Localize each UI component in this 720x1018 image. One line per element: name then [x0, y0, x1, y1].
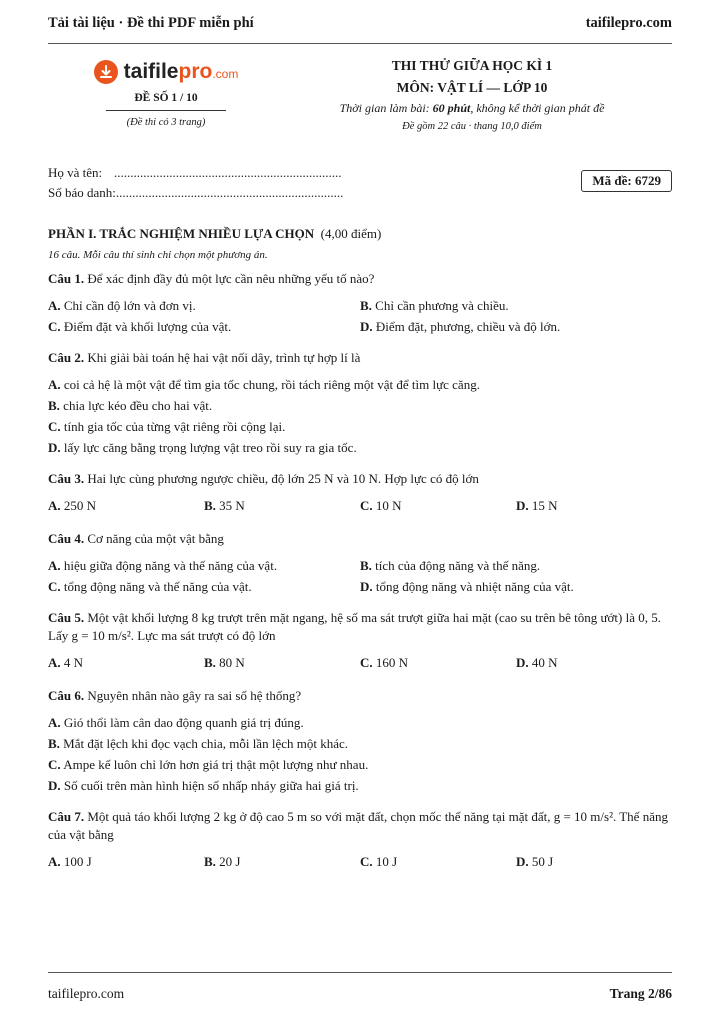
option: D. 40 N [516, 655, 558, 670]
exam-title: THI THỬ GIỮA HỌC KÌ 1 [391, 58, 553, 73]
option: A. Gió thổi làm cân dao động quanh giá trị đúng. [48, 715, 304, 730]
options-list [48, 712, 672, 796]
option: C. tổng động năng và thế năng của vật. [48, 579, 252, 594]
name-blank: ...................................................................... [114, 165, 342, 180]
option: C. 160 N [360, 655, 409, 670]
option: A. coi cả hệ là một vật để tìm gia tốc chung, rồi tách riêng một vật để tìm lực căng. [48, 377, 480, 392]
option: D. 50 J [516, 854, 554, 869]
part-note: 16 câu. Mỗi câu thí sinh chỉ chọn một phương án. [48, 249, 268, 261]
top-divider [48, 43, 672, 44]
page-number: Trang 2/86 [609, 986, 672, 1001]
question: Câu 5. Một vật khối lượng 8 kg trượt trên mặt ngang, hệ số ma sát trượt giữa hai mặt (cao su trên bê tông ướt) là 0, 5. Lấy g = 10 m/s². Lực ma sát trượt có độ lớn [48, 610, 661, 643]
options-row [48, 497, 672, 515]
exam-number-divider [106, 110, 226, 111]
option: D. Số cuối trên màn hình hiện số nhấp nháy giữa hai giá trị. [48, 778, 359, 793]
bottom-divider [48, 972, 672, 973]
option: A. 4 N [48, 655, 84, 670]
logo-text: taifilepro.com [123, 60, 239, 83]
options-row [48, 853, 672, 871]
option: B. chia lực kéo đều cho hai vật. [48, 398, 213, 413]
option: B. 80 N [204, 655, 245, 670]
id-blank: ...................................................................... [115, 185, 344, 200]
footer-domain[interactable]: taifilepro.com [48, 986, 125, 1001]
question: Câu 2. Khi giải bài toán hệ hai vật nối dây, trình tự hợp lí là [48, 350, 361, 365]
option: D. 15 N [516, 498, 558, 513]
exam-header [48, 56, 672, 146]
option: D. tổng động năng và nhiệt năng của vật. [360, 579, 574, 594]
student-info [48, 163, 343, 203]
top-bar [48, 12, 672, 34]
option: A. Chỉ cần độ lớn và đơn vị. [48, 298, 196, 313]
exam-summary: Đề gồm 22 câu · thang 10,0 điểm [402, 121, 542, 132]
id-row [48, 183, 343, 203]
option: A. 250 N [48, 498, 97, 513]
download-icon [94, 60, 118, 84]
options-grid [48, 295, 672, 337]
options-list [48, 374, 672, 458]
question: Câu 3. Hai lực cùng phương ngược chiều, độ lớn 25 N và 10 N. Hợp lực có độ lớn [48, 471, 479, 486]
option: B. tích của động năng và thế năng. [360, 558, 541, 573]
site-domain[interactable]: taifilepro.com [585, 14, 672, 31]
site-tagline: Tải tài liệu · Đề thi PDF miễn phí [48, 14, 254, 31]
question: Câu 1. Để xác định đầy đủ một lực cần nêu những yếu tố nào? [48, 271, 375, 286]
options-grid [48, 555, 672, 597]
option: C. Điểm đặt và khối lượng của vật. [48, 319, 232, 334]
exam-number: ĐỀ SỐ 1 / 10 [134, 92, 198, 104]
option: C. 10 N [360, 498, 402, 513]
exam-time: Thời gian làm bài: 60 phút, không kể thời gian phát đề [339, 101, 605, 115]
option: B. 35 N [204, 498, 245, 513]
site-logo[interactable] [76, 56, 256, 88]
part-title: PHẦN I. TRẮC NGHIỆM NHIỀU LỰA CHỌN (4,00 điểm) [48, 226, 382, 241]
exam-code-box: Mã đề: 6729 [581, 170, 672, 192]
exam-content [48, 226, 672, 871]
option: D. lấy lực căng bằng trọng lượng vật treo rồi suy ra gia tốc. [48, 440, 357, 455]
exam-subject: MÔN: VẬT LÍ — LỚP 10 [396, 80, 548, 95]
page-footer [48, 986, 672, 1002]
name-label: Họ và tên: [48, 165, 103, 180]
option: C. tính gia tốc của từng vật riêng rồi cộng lại. [48, 419, 286, 434]
question: Câu 6. Nguyên nhân nào gây ra sai số hệ thống? [48, 688, 302, 703]
option: A. hiệu giữa động năng và thế năng của vật. [48, 558, 278, 573]
options-row [48, 654, 672, 672]
option: B. 20 J [204, 854, 241, 869]
page-count-note: (Đề thi có 3 trang) [126, 117, 206, 128]
option: A. 100 J [48, 854, 92, 869]
logo-block [76, 56, 256, 128]
question: Câu 4. Cơ năng của một vật bằng [48, 531, 224, 546]
option: C. 10 J [360, 854, 398, 869]
question: Câu 7. Một quả táo khối lượng 2 kg ở độ cao 5 m so với mặt đất, chọn mốc thế năng tại mặt đất, g = 10 m/s². Thế năng của vật bằng [48, 809, 668, 842]
title-block [272, 56, 672, 132]
option: B. Chỉ cần phương và chiều. [360, 298, 509, 313]
id-label: Số báo danh: [48, 185, 116, 200]
option: C. Ampe kế luôn chỉ lớn hơn giá trị thật một lượng như nhau. [48, 757, 369, 772]
name-row [48, 163, 343, 183]
option: D. Điểm đặt, phương, chiều và độ lớn. [360, 319, 561, 334]
option: B. Mắt đặt lệch khi đọc vạch chia, mỗi lần lệch một khác. [48, 736, 348, 751]
